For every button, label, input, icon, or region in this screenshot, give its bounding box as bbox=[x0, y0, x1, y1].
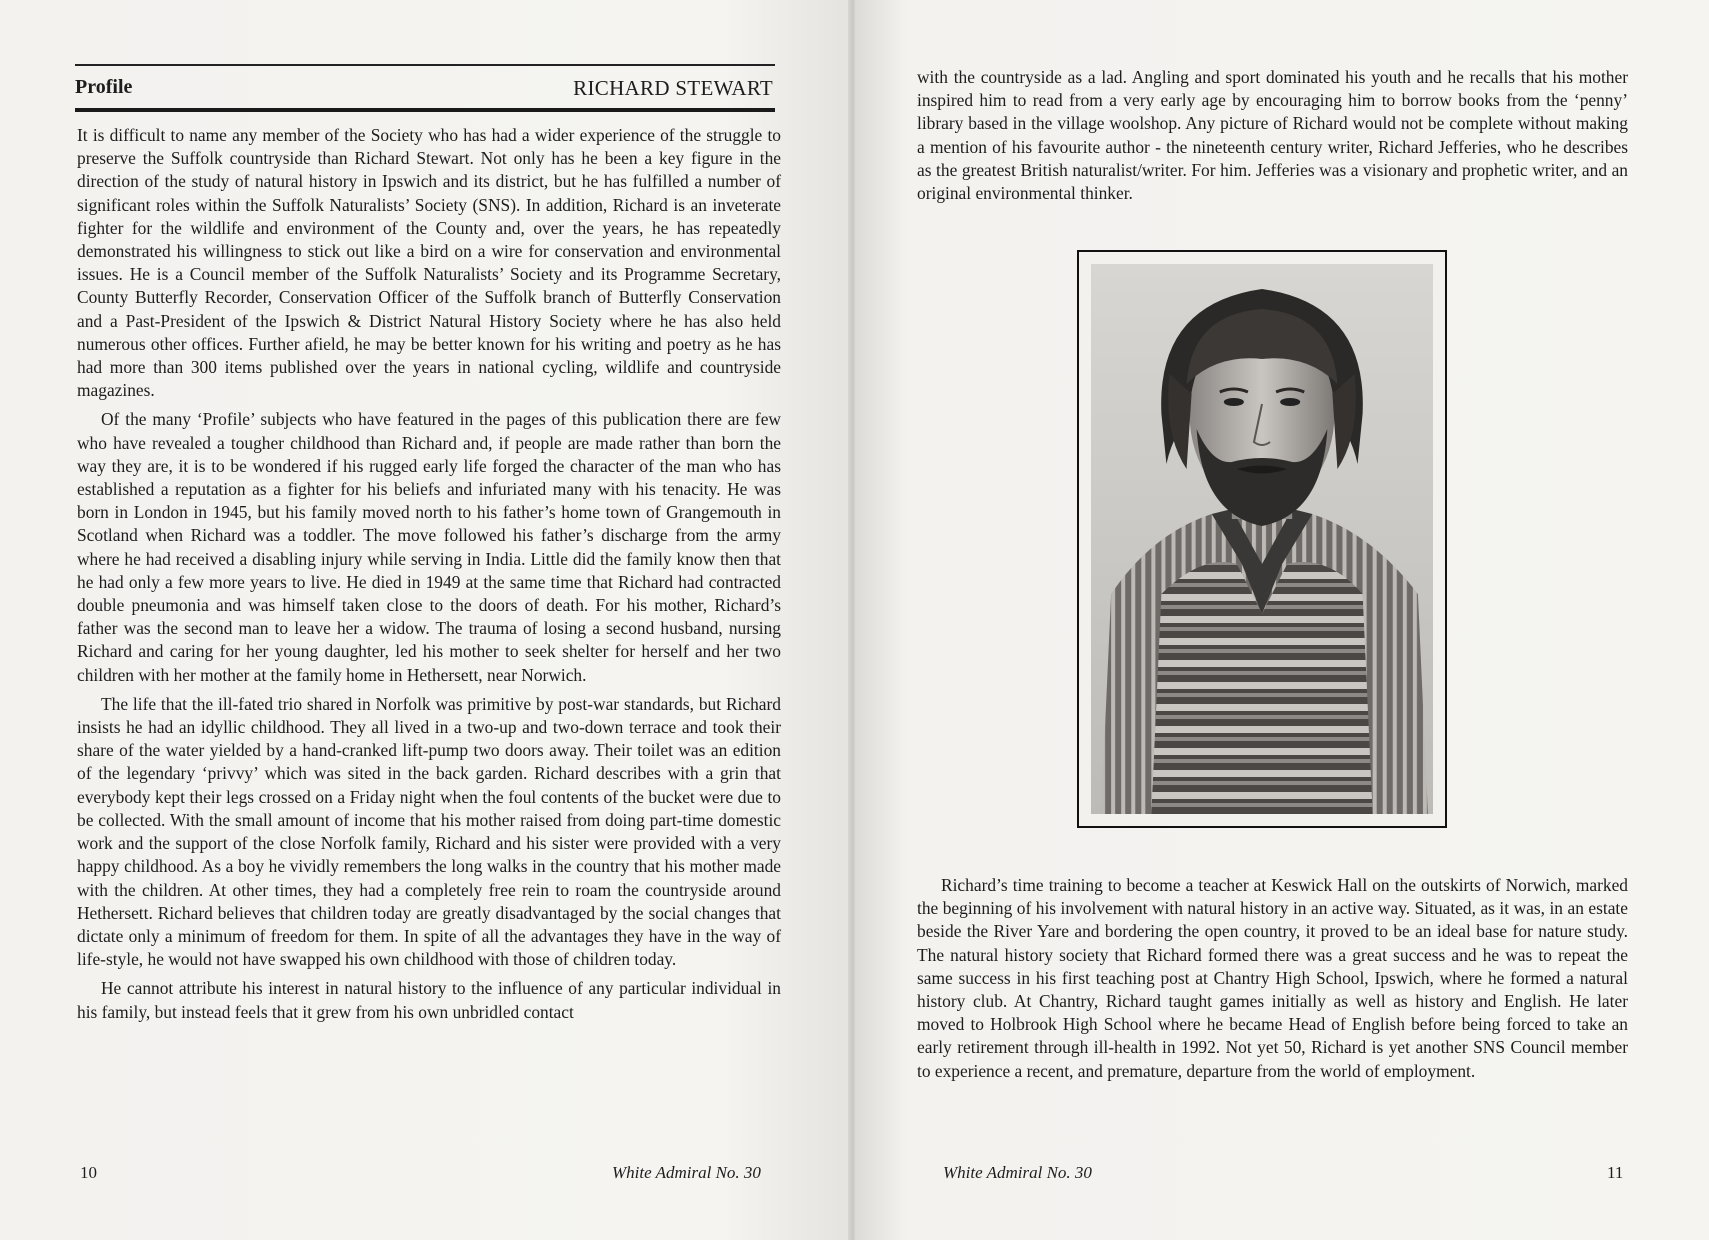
profile-subject-name: RICHARD STEWART bbox=[573, 76, 773, 100]
publication-title: White Admiral No. 30 bbox=[943, 1163, 1092, 1182]
left-column-text bbox=[77, 124, 781, 1024]
page-number: 11 bbox=[1607, 1163, 1624, 1182]
paragraph: Of the many ‘Profile’ subjects who have featured in the pages of this publication there are few who have revealed a tougher childhood than Richard and, if people are made rather than born the way they are, it is to be wondered if his rugged early life forged the character of the man who has established a reputation as a fighter for his beliefs and infuriated many with his tenacity. He was born in London in 1945, but his family moved north to his father’s home town of Grangemouth in Scotland when Richard was a toddler. The move followed his father’s discharge from the army where he had received a disabling injury while serving in India. Little did the family know then that he had only a few more years to live. He died in 1949 at the same time that Richard had contracted double pneumonia and was himself taken close to the doors of death. For his mother, Richard’s father was the second man to leave her a widow. The trauma of losing a second husband, nursing Richard and caring for her young daughter, led his mother to seek shelter for herself and her two children with her mother at the family home in Hethersett, near Norwich. bbox=[77, 409, 781, 685]
page-header bbox=[75, 64, 775, 112]
portrait-photo bbox=[1077, 250, 1447, 828]
header-top-rule bbox=[75, 64, 775, 66]
left-page bbox=[0, 0, 850, 1240]
paragraph: with the countryside as a lad. Angling and sport dominated his youth and he recalls that his mother inspired him to read from a very early age by encouraging him to borrow books from the ‘penny’ library based in the village woolshop. Any picture of Richard would not be complete without making a mention of his favourite author - the nineteenth century writer, Richard Jefferies, who he describes as the greatest British naturalist/writer. For him. Jefferies was a visionary and prophetic writer, and an original environmental thinker. bbox=[917, 67, 1628, 204]
right-page bbox=[855, 0, 1709, 1240]
paragraph: The life that the ill-fated trio shared in Norfolk was primitive by post-war standards, but Richard insists he had an idyllic childhood. They all lived in a two-up and two-down terrace and took their share of the water yielded by a hand-cranked lift-pump two doors away. Their toilet was an edition of the legendary ‘privvy’ which was sited in the back garden. Richard describes with a grin that everybody kept their legs crossed on a Friday night when the foul contents of the bucket were due to be collected. With the small amount of income that his mother raised from doing part-time domestic work and the support of the close Norfolk family, Richard and his sister were provided with a very happy childhood. As a boy he vividly remembers the long walks in the country that his mother made with the children. At other times, they had a completely free rein to roam the countryside around Hethersett. Richard believes that children today are greatly disadvantaged by the social changes that dictate only a minimum of freedom for them. In spite of all the advantages they have in the way of life-style, he would not have swapped his own childhood with those of children today. bbox=[77, 693, 781, 970]
paragraph: He cannot attribute his interest in natural history to the influence of any particular individual in his family, but instead feels that it grew from his own unbridled contact bbox=[77, 978, 781, 1022]
portrait-image bbox=[1091, 264, 1433, 814]
paragraph: It is difficult to name any member of the Society who has had a wider experience of the struggle to preserve the Suffolk countryside than Richard Stewart. Not only has he been a key figure in the direction of the study of natural history in Ipswich and its district, but he has fulfilled a number of significant roles within the Suffolk Naturalists’ Society (SNS). In addition, Richard is an inveterate fighter for the wildlife and environment of the County and, over the years, he has repeatedly demonstrated his willingness to stick out like a bird on a wire for conservation and environmental issues. He is a Council member of the Suffolk Naturalists’ Society and its Programme Secretary, County Butterfly Recorder, Conservation Officer of the Suffolk branch of Butterfly Conservation and a Past-President of the Ipswich & District Natural History Society where he has also held numerous other offices. Further afield, he may be better known for his writing and poetry as he has had more than 300 items published over the years in national cycling, wildlife and countryside magazines. bbox=[77, 125, 781, 401]
section-label: Profile bbox=[75, 76, 133, 98]
right-column-bottom-text bbox=[917, 874, 1628, 1083]
right-column-top-text bbox=[917, 66, 1628, 205]
header-bottom-rule bbox=[75, 108, 775, 112]
publication-title: White Admiral No. 30 bbox=[612, 1163, 761, 1182]
paragraph: Richard’s time training to become a teacher at Keswick Hall on the outskirts of Norwich, marked the beginning of his involvement with natural history in an active way. Situated, as it was, in an estate beside the River Yare and bordering the open country, it proved to be an ideal base for nature study. The natural history society that Richard formed there was a great success and he was to repeat the same success in his first teaching post at Chantry High School, Ipswich, where he formed a natural history club. At Chantry, Richard taught games initially as well as history and English. He later moved to Holbrook High School where he became Head of English before being forced to take an early retirement through ill-health in 1992. Not yet 50, Richard is yet another SNS Council member to experience a recent, and premature, departure from the world of employment. bbox=[917, 875, 1628, 1081]
page-number: 10 bbox=[80, 1163, 97, 1182]
